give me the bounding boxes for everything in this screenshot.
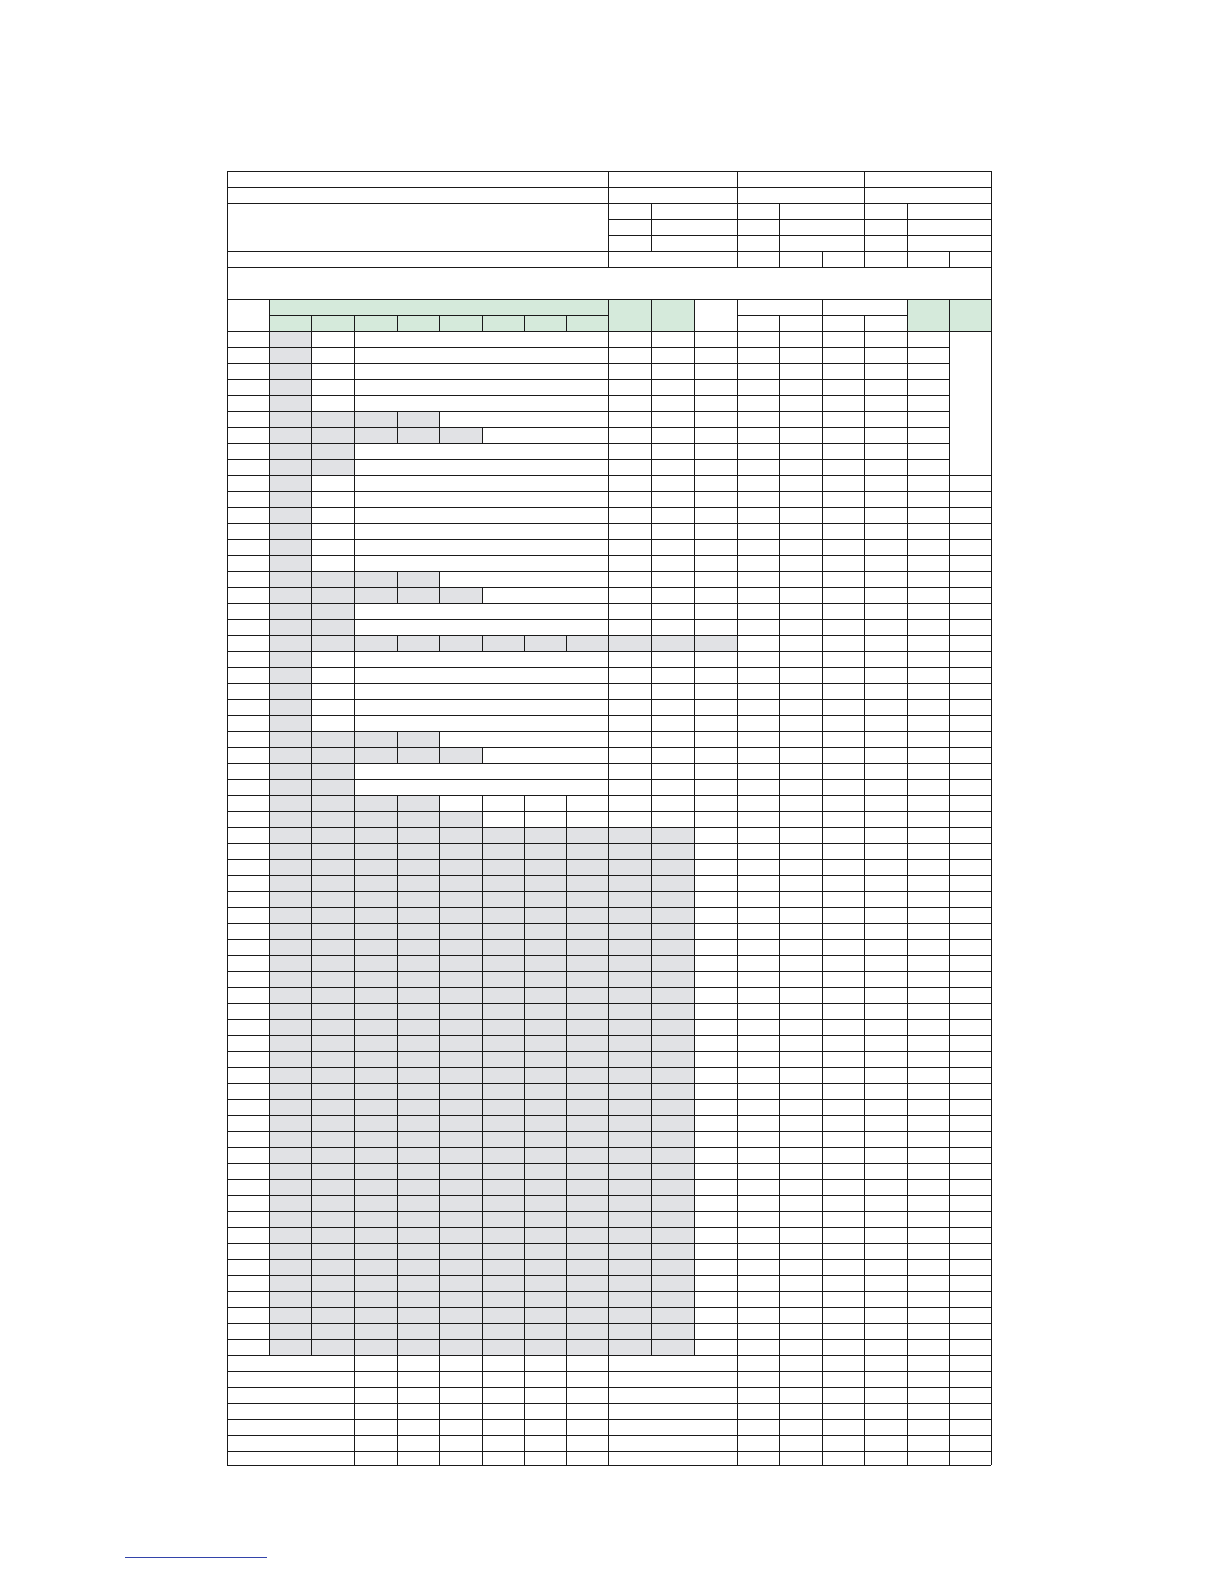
shaded-row-cell (269, 827, 694, 843)
shaded-row-cell (269, 1195, 694, 1211)
shaded-row-cell (269, 699, 311, 715)
shaded-row-cell (269, 1179, 694, 1195)
shaded-row-cell (269, 1339, 694, 1355)
shaded-row-cell (269, 1019, 694, 1035)
shaded-row-cell (269, 587, 482, 603)
shaded-row-cell (269, 523, 311, 539)
shaded-row-cell (269, 875, 694, 891)
shaded-row-cell (269, 1083, 694, 1099)
footer-rule (125, 1557, 267, 1558)
shaded-row-cell (269, 859, 694, 875)
shaded-row-cell (269, 1275, 694, 1291)
shaded-row-cell (269, 667, 311, 683)
shaded-row-cell (269, 1163, 694, 1179)
shaded-row-cell (269, 1035, 694, 1051)
shaded-row-cell (269, 683, 311, 699)
shaded-row-cell (269, 363, 311, 379)
shaded-row-cell (269, 1115, 694, 1131)
shaded-row-cell (269, 1131, 694, 1147)
shaded-row-cell (269, 331, 311, 347)
shaded-row-cell (269, 379, 311, 395)
shaded-row-cell (269, 347, 311, 363)
shaded-row-cell (269, 1259, 694, 1275)
shaded-row-cell (269, 507, 311, 523)
shaded-row-cell (269, 635, 737, 651)
shaded-row-cell (269, 395, 311, 411)
shaded-row-cell (269, 987, 694, 1003)
shaded-row-cell (269, 1227, 694, 1243)
shaded-row-cell (269, 539, 311, 555)
shaded-row-cell (269, 1003, 694, 1019)
shaded-row-cell (269, 955, 694, 971)
shaded-row-cell (269, 891, 694, 907)
shaded-row-cell (269, 939, 694, 955)
shaded-row-cell (269, 651, 311, 667)
shaded-row-cell (269, 1243, 694, 1259)
shaded-row-cell (269, 491, 311, 507)
shaded-row-cell (269, 1067, 694, 1083)
shaded-row-cell (269, 1323, 694, 1339)
shaded-row-cell (269, 971, 694, 987)
shaded-row-cell (269, 555, 311, 571)
shaded-row-cell (269, 1291, 694, 1307)
shaded-row-cell (269, 1147, 694, 1163)
shaded-row-cell (269, 811, 482, 827)
shaded-row-cell (269, 1051, 694, 1067)
shaded-row-cell (269, 843, 694, 859)
shaded-row-cell (269, 715, 311, 731)
shaded-row-cell (269, 1307, 694, 1323)
shaded-row-cell (269, 923, 694, 939)
shaded-row-cell (269, 475, 311, 491)
shaded-row-cell (269, 747, 482, 763)
shaded-row-cell (269, 907, 694, 923)
shaded-row-cell (269, 427, 482, 443)
shaded-row-cell (269, 1099, 694, 1115)
shaded-row-cell (269, 1211, 694, 1227)
